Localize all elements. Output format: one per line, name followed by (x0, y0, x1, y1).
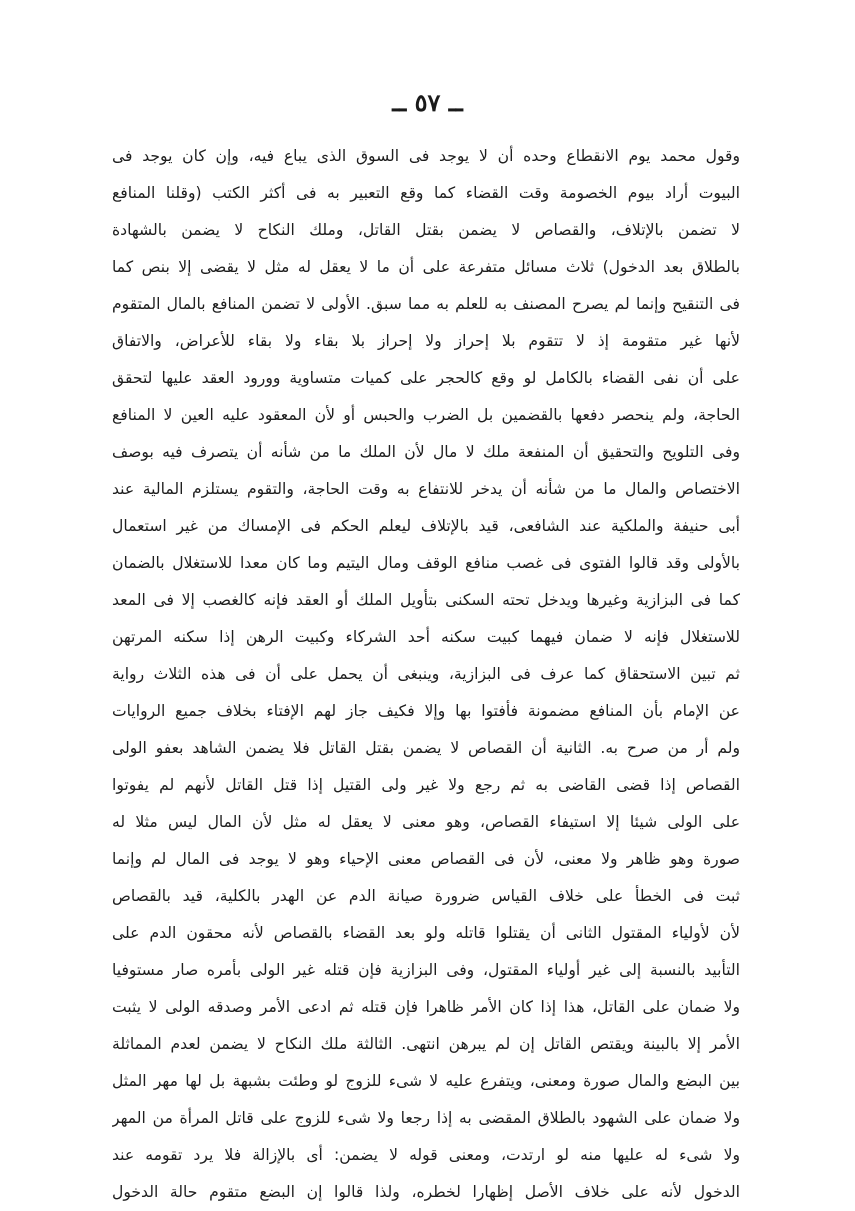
body-text (112, 138, 740, 1211)
text-line: ولا ضمان على الشهود بالطلاق المقضى به إذا رجعا ولا شىء للزوج على قاتل المرأة من المهر (112, 1109, 740, 1127)
text-line: أبى حنيفة والملكية عند الشافعى، قيد بالإتلاف ليعلم الحكم فى الإمساك من غير استعمال (112, 517, 740, 535)
text-line: صورة وهو ظاهر ولا معنى، لأن فى القصاص معنى الإحياء وهو لا يوجد فى المال لم وإنما (112, 850, 740, 868)
text-line: فى التنقيح وإنما لم يصرح المصنف به للعلم به مما سبق. الأولى لا تضمن المنافع بالمال المتقوم (112, 295, 740, 313)
text-line: الأمر إلا بالبينة ويقتص القاتل إن لم يبرهن انتهى. الثالثة ملك النكاح لا يضمن لعدم المماثلة (112, 1035, 740, 1053)
text-line: بالأولى وقد قالوا الفتوى فى غصب منافع الوقف ومال اليتيم وما كان معدا للاستغلال بالضمان (112, 554, 740, 572)
text-line: على أن نفى القضاء بالكامل لو وقع كالحجر على كميات متساوية وورود العقد عليها لتحقق (112, 369, 740, 387)
text-line: عن الإمام بأن المنافع مضمونة فأفتوا بها وإلا فكيف جاز لهم الإفتاء بخلاف جميع الروايات (112, 702, 740, 720)
text-line: ثم تبين الاستحقاق كما عرف فى البزازية، وينبغى أن يحمل على أن فى هذه الثلاث رواية (112, 665, 740, 683)
text-line: ولا ضمان على القاتل، هذا إذا كان الأمر ظاهرا فإن قتله ثم ادعى الأمر وصدقه الولى لا يثبت (112, 998, 740, 1016)
text-line: ثبت فى الخطأ على خلاف القياس ضرورة صيانة الدم عن الهدر بالكلية، قيد بالقصاص (112, 887, 740, 905)
text-line: لأن لأولياء المقتول الثانى أن يقتلوا قاتله ولو بعد القضاء بالقصاص لأنه محقون الدم على (112, 924, 740, 942)
text-line: الحاجة، ولم ينحصر دفعها بالقضمين بل الضرب والحبس أو لأن المعقود عليه العين لا المنافع (112, 406, 740, 424)
text-line: ولم أر من صرح به. الثانية أن القصاص لا يضمن بقتل القاتل فلا يضمن الشاهد بعفو الولى (112, 739, 740, 757)
text-line: لأنها غير متقومة إذ لا تتقوم بلا إحراز ولا إحراز بلا بقاء ولا بقاء للأعراض، والاتفاق (112, 332, 740, 350)
text-line: بين البضع والمال صورة ومعنى، ويتفرع عليه لا شىء للزوج لو وطئت بشبهة بل لها مهر المثل (112, 1072, 740, 1090)
text-line: البيوت أراد بيوم الخصومة وقت القضاء كما وقع التعبير به فى أكثر الكتب (وقلنا المنافع (112, 184, 740, 202)
text-line: على الولى شيئا إلا استيفاء القصاص، وهو معنى لا يعقل له مثل لأن المال ليس مثلا له (112, 813, 740, 831)
text-line: لا تضمن بالإتلاف، والقصاص لا يضمن بقتل القاتل، وملك النكاح لا يضمن بالشهادة (112, 221, 740, 239)
text-line: الاختصاص والمال ما من شأنه أن يدخر للانتفاع به وقت الحاجة، والتقوم يستلزم المالية عند (112, 480, 740, 498)
text-line: للاستغلال فإنه لا ضمان فيهما كبيت سكنه أحد الشركاء وكبيت الرهن إذا سكنه المرتهن (112, 628, 740, 646)
text-line: ولا شىء له عليها منه لو ارتدت، ومعنى قوله لا يضمن: أى بالإزالة فلا يرد تقومه عند (112, 1146, 740, 1164)
text-line: وقول محمد يوم الانقطاع وحده أن لا يوجد فى السوق الذى يباع فيه، وإن كان يوجد فى (112, 147, 740, 165)
text-line: الدخول لأنه على خلاف الأصل إظهارا لخطره، ولذا قالوا إن البضع متقوم حالة الدخول (112, 1183, 740, 1201)
page-number: ــ ٥٧ ــ (392, 88, 463, 117)
text-line: وفى التلويح والتحقيق أن المنفعة ملك لا مال لأن الملك ما من شأنه أن يتصرف فيه بوصف (112, 443, 740, 461)
text-line: التأبيد بالنسبة إلى غير أولياء المقتول، وفى البزازية فإن قتله غير الولى بأمره صار مستوفيا (112, 961, 740, 979)
text-line: القصاص إذا قضى القاضى به ثم رجع ولا غير ولى القتيل إذا قتل القاتل لأنهم لم يفوتوا (112, 776, 740, 794)
text-line: بالطلاق بعد الدخول) ثلاث مسائل متفرعة على أن ما لا يعقل له مثل لا يقضى إلا بنص كما (112, 258, 740, 276)
text-line: كما فى البزازية وغيرها ويدخل تحته السكنى بتأويل الملك أو العقد فإنه كالغصب إلا فى المعد (112, 591, 740, 609)
